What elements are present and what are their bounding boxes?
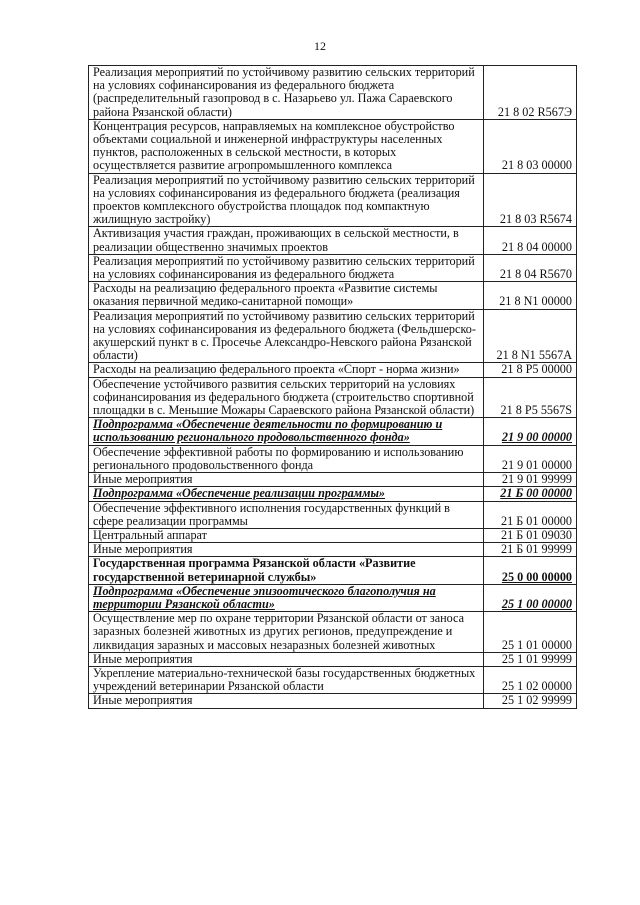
expense-item-name: Реализация мероприятий по устойчивому развитию сельских территорий на условиях софинансирования из федерального бюджета: [89, 254, 484, 281]
target-article-code: 21 8 P5 5567S: [484, 377, 577, 418]
target-article-code: 25 1 01 99999: [484, 652, 577, 666]
target-article-code: 21 8 04 R5670: [484, 254, 577, 281]
table-row: [89, 363, 577, 377]
expense-item-name: Подпрограмма «Обеспечение эпизоотического благополучия на территории Рязанской области»: [89, 584, 484, 611]
target-article-code: 21 8 03 R5674: [484, 173, 577, 227]
expense-item-name: Государственная программа Рязанской области «Развитие государственной ветеринарной службы»: [89, 557, 484, 584]
table-row: [89, 652, 577, 666]
target-article-code: 21 Б 01 99999: [484, 543, 577, 557]
target-article-code: 25 1 02 00000: [484, 666, 577, 693]
table-row: [89, 282, 577, 309]
expense-item-name: Реализация мероприятий по устойчивому развитию сельских территорий на условиях софинансирования из федерального бюджета (распределительный газопровод в с. Назарьево ул. Пажа Сараевского района Рязанской области): [89, 66, 484, 120]
target-article-code: 21 Б 00 00000: [484, 487, 577, 501]
subprogram-row: [89, 418, 577, 445]
expense-item-name: Центральный аппарат: [89, 528, 484, 542]
expense-item-name: Иные мероприятия: [89, 543, 484, 557]
expense-item-name: Иные мероприятия: [89, 652, 484, 666]
table-row: [89, 501, 577, 528]
table-row: [89, 528, 577, 542]
table-row: [89, 543, 577, 557]
expense-item-name: Обеспечение эффективной работы по формированию и использованию регионального продовольственного фонда: [89, 445, 484, 472]
expense-item-name: Обеспечение эффективного исполнения государственных функций в сфере реализации программы: [89, 501, 484, 528]
expense-item-name: Подпрограмма «Обеспечение реализации программы»: [89, 487, 484, 501]
target-article-code: 21 8 P5 00000: [484, 363, 577, 377]
state-program-row: [89, 557, 577, 584]
target-article-code: 25 1 02 99999: [484, 694, 577, 708]
expense-item-name: Реализация мероприятий по устойчивому развитию сельских территорий на условиях софинансирования из федерального бюджета (Фельдшерско-акушерский пункт в с. Просечье Александро-Невского района Рязанской области): [89, 309, 484, 363]
target-article-code: 21 8 02 R567Э: [484, 66, 577, 120]
table-row: [89, 377, 577, 418]
budget-classification-table: [88, 65, 577, 709]
subprogram-row: [89, 487, 577, 501]
table-row: [89, 309, 577, 363]
target-article-code: 21 9 01 99999: [484, 473, 577, 487]
expense-item-name: Концентрация ресурсов, направляемых на комплексное обустройство объектами социальной и инженерной инфраструктуры населенных пунктов, расположенных в сельской местности, в которых осуществляется развитие агропромышленного комплекса: [89, 119, 484, 173]
target-article-code: 21 9 00 00000: [484, 418, 577, 445]
expense-item-name: Расходы на реализацию федерального проекта «Спорт - норма жизни»: [89, 363, 484, 377]
table-row: [89, 119, 577, 173]
target-article-code: 21 8 04 00000: [484, 227, 577, 254]
table-row: [89, 694, 577, 708]
target-article-code: 21 8 N1 00000: [484, 282, 577, 309]
table-row: [89, 473, 577, 487]
target-article-code: 21 Б 01 00000: [484, 501, 577, 528]
expense-item-name: Иные мероприятия: [89, 473, 484, 487]
table-row: [89, 227, 577, 254]
target-article-code: 25 1 01 00000: [484, 612, 577, 653]
target-article-code: 21 Б 01 09030: [484, 528, 577, 542]
target-article-code: 21 8 03 00000: [484, 119, 577, 173]
expense-item-name: Подпрограмма «Обеспечение деятельности по формированию и использованию регионального продовольственного фонда»: [89, 418, 484, 445]
expense-item-name: Осуществление мер по охране территории Рязанской области от заноса заразных болезней животных из других регионов, предупреждение и ликвидация заразных и массовых незаразных болезней животных: [89, 612, 484, 653]
table-row: [89, 612, 577, 653]
target-article-code: 25 0 00 00000: [484, 557, 577, 584]
table-row: [89, 666, 577, 693]
table-row: [89, 173, 577, 227]
expense-item-name: Укрепление материально-технической базы государственных бюджетных учреждений ветеринарии Рязанской области: [89, 666, 484, 693]
table-row: [89, 254, 577, 281]
target-article-code: 21 9 01 00000: [484, 445, 577, 472]
subprogram-row: [89, 584, 577, 611]
target-article-code: 25 1 00 00000: [484, 584, 577, 611]
expense-item-name: Активизация участия граждан, проживающих в сельской местности, в реализации общественно значимых проектов: [89, 227, 484, 254]
expense-item-name: Реализация мероприятий по устойчивому развитию сельских территорий на условиях софинансирования из федерального бюджета (реализация проектов комплексного обустройства площадок под компактную жилищную застройку): [89, 173, 484, 227]
expense-item-name: Обеспечение устойчивого развития сельских территорий на условиях софинансирования из федерального бюджета (строительство спортивной площадки в с. Меньшие Можары Сараевского района Рязанской области): [89, 377, 484, 418]
table-row: [89, 66, 577, 120]
page-number: 12: [314, 39, 326, 53]
expense-item-name: Иные мероприятия: [89, 694, 484, 708]
expense-item-name: Расходы на реализацию федерального проекта «Развитие системы оказания первичной медико-санитарной помощи»: [89, 282, 484, 309]
table-row: [89, 445, 577, 472]
target-article-code: 21 8 N1 5567А: [484, 309, 577, 363]
